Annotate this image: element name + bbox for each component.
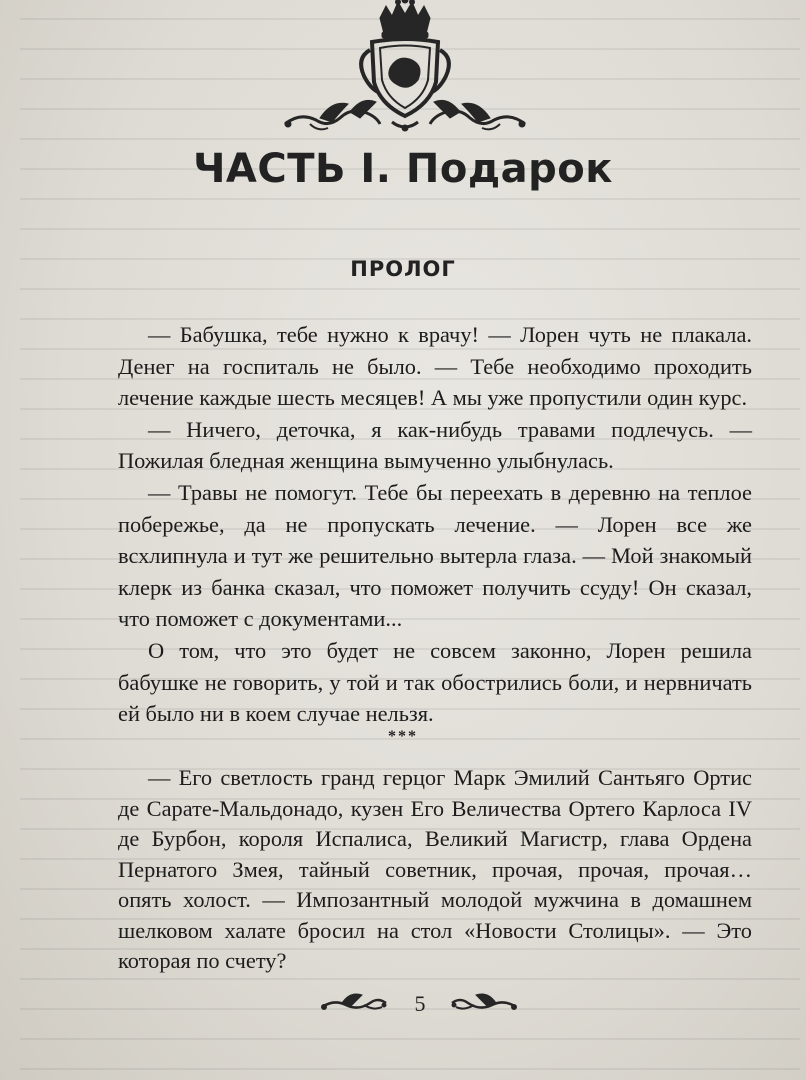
flourish-right-icon <box>448 989 518 1019</box>
paragraph: — Травы не помогут. Тебе бы переехать в деревню на теплое побережье, да не пропускать лечение. — Лорен все же всхлипнула и тут же решительно вытерла глаза. — Мой знакомый клерк из банка сказал, что поможет получить ссуду! Он сказал, что поможет с документами... <box>118 479 752 632</box>
paragraph: — Ничего, деточка, я как-нибудь травами подлечусь. — Пожилая бледная женщина вымученно улыбнулась. <box>118 416 752 474</box>
paragraph: — Его светлость гранд герцог Марк Эмилий Сантьяго Ортис де Сарате-Мальдонадо, кузен Его Величества Ортего Карлоса IV де Бурбон, короля Испалиса, Великий Магистр, глава Ордена Пернатого Змея, тайный советник, прочая, прочая, прочая… опять холост. — Импозантный молодой мужчина в домашнем шелковом халате бросил на стол «Новости Столицы». — Это которая по счету? <box>118 765 752 973</box>
page-footer <box>320 985 520 1025</box>
body-text-continued <box>118 763 752 977</box>
prologue-title: ПРОЛОГ <box>350 257 456 281</box>
paragraph: — Бабушка, тебе нужно к врачу! — Лорен чуть не плакала. Денег на госпиталь не было. — Тебе необходимо проходить лечение каждые шесть месяцев! А мы уже пропустили один курс. <box>118 322 752 411</box>
part-title: ЧАСТЬ I. Подарок <box>193 146 613 192</box>
body-text <box>118 319 752 730</box>
scene-separator: *** <box>388 728 418 745</box>
paragraph: О том, что это будет не совсем законно, Лорен решила бабушке не говорить, у той и так обострились боли, и нервничать ей было ни в коем случае нельзя. <box>118 637 752 727</box>
crown-crest-ornament-icon <box>280 0 530 140</box>
page-number: 5 <box>414 991 426 1016</box>
